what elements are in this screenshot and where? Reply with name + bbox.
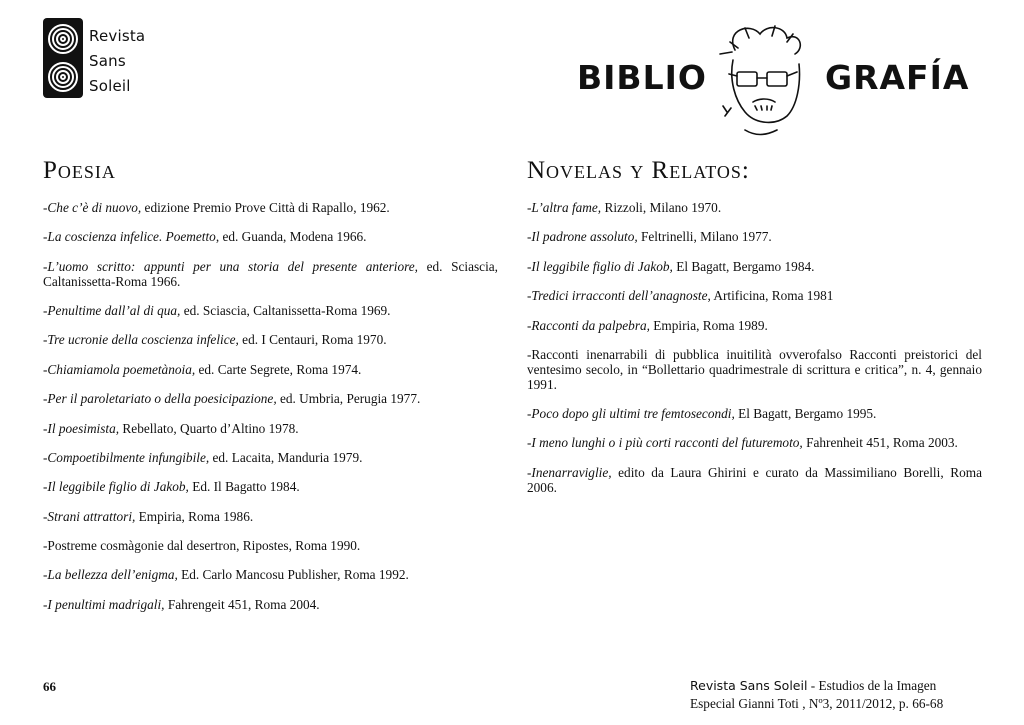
entry-title: -Inenarraviglie, xyxy=(527,464,612,480)
page-number: 66 xyxy=(43,679,56,694)
logo-line: Sans xyxy=(89,52,126,70)
bibliography-entry xyxy=(527,201,982,216)
bibliography-entry xyxy=(527,348,982,392)
entry-details: , ed. Guanda, Modena 1966. xyxy=(215,229,367,245)
logo-line: Soleil xyxy=(89,77,131,95)
bibliography-entry xyxy=(43,201,498,216)
spiral-logo-icon xyxy=(43,18,83,98)
entry-title: -I meno lunghi o i più corti racconti del futuremoto, xyxy=(527,435,803,451)
entry-title: -L’altra fame, xyxy=(527,200,602,215)
bibliography-banner xyxy=(575,18,985,143)
banner-word-right: GRAFÍA xyxy=(825,58,970,97)
magazine-logo xyxy=(43,18,163,100)
entry-details: edito da Laura Ghirini e curato da Massimiliano Borelli, Roma 2006. xyxy=(527,464,982,495)
bibliography-entry xyxy=(527,319,982,334)
novels-column xyxy=(527,155,982,510)
novels-list xyxy=(527,201,982,495)
entry-title: -Il padrone assoluto, xyxy=(527,229,638,245)
entry-title: -Racconti da palpebra, xyxy=(527,317,650,333)
entry-title: -Poco dopo gli ultimi tre femtosecondi, xyxy=(527,405,735,421)
bibliography-entry xyxy=(43,480,498,495)
entry-details: ed. Carte Segrete, Roma 1974. xyxy=(195,361,362,377)
banner-word-left: BIBLIO xyxy=(577,58,707,97)
citation-footer xyxy=(690,677,943,713)
entry-details: Rebellato, Quarto d’Altino 1978. xyxy=(119,420,299,436)
section-heading: Poesia xyxy=(43,157,116,184)
entry-title: -Che c’è di nuovo, xyxy=(43,200,142,215)
bibliography-entry xyxy=(43,260,498,290)
entry-details: Empiria, Roma 1989. xyxy=(649,317,768,333)
entry-details: ed. Umbria, Perugia 1977. xyxy=(276,391,421,407)
bibliography-entry xyxy=(43,510,498,525)
bibliography-entry xyxy=(527,466,982,496)
bibliography-entry xyxy=(43,568,498,583)
entry-details: , Artificina, Roma 1981 xyxy=(707,288,834,304)
entry-details: Empiria, Roma 1986. xyxy=(135,508,254,524)
entry-title: -L’uomo scritto: appunti per una storia del presente anteriore, xyxy=(43,258,419,274)
entry-details: -Postreme cosmàgonie dal desertron, Ripostes, Roma 1990. xyxy=(43,538,361,554)
bibliography-entry xyxy=(43,304,498,319)
bibliography-entry xyxy=(43,333,498,348)
citation-line xyxy=(690,677,943,695)
bibliography-entry xyxy=(43,451,498,466)
bibliography-entry xyxy=(527,260,982,275)
bibliography-entry xyxy=(43,363,498,378)
entry-details: -Racconti inenarrabili di pubblica inuitilità ovverofalso Racconti preistorici del ventesimo secolo, in “Bollettario quadrimestrale di scrittura e critica”, n. 4, gennaio 1991. xyxy=(527,346,982,392)
entry-title: -Il poesimista, xyxy=(43,420,120,436)
bibliography-entry xyxy=(43,598,498,613)
logo-wordmark xyxy=(89,24,145,99)
entry-title: -Chiamiamola poemetànoia, xyxy=(43,361,196,377)
logo-line: Revista xyxy=(89,27,146,45)
bibliography-entry xyxy=(527,407,982,422)
poetry-list xyxy=(43,201,498,613)
entry-details: ed. Sciascia, Caltanissetta-Roma 1966. xyxy=(43,258,498,289)
poetry-column xyxy=(43,155,498,627)
entry-title: -Strani attrattori, xyxy=(43,508,136,524)
entry-details: ed. I Centauri, Roma 1970. xyxy=(238,332,387,348)
bibliography-entry xyxy=(527,230,982,245)
entry-title: -Il leggibile figlio di Jakob, xyxy=(43,479,189,495)
entry-title: -Tredici irracconti dell’anagnoste xyxy=(527,288,708,304)
entry-title: -La bellezza dell’enigma, xyxy=(43,567,178,583)
entry-title: -Tre ucronie della coscienza infelice, xyxy=(43,332,239,348)
bibliography-entry xyxy=(43,230,498,245)
entry-details: Ed. Carlo Mancosu Publisher, Roma 1992. xyxy=(177,567,409,583)
entry-title: -Compoetibilmente infungibile, xyxy=(43,449,210,465)
bibliography-entry xyxy=(527,436,982,451)
entry-details: ed. Lacaita, Manduria 1979. xyxy=(209,449,363,465)
entry-details: ed. Sciascia, Caltanissetta-Roma 1969. xyxy=(180,302,391,318)
entry-title: -Penultime dall’al di qua, xyxy=(43,302,181,318)
footer-brand: Revista Sans Soleil xyxy=(690,678,808,693)
entry-details: El Bagatt, Bergamo 1995. xyxy=(734,405,877,421)
bibliography-entry xyxy=(527,289,982,304)
portrait-sketch-icon xyxy=(705,20,820,140)
entry-details: Rizzoli, Milano 1970. xyxy=(601,200,722,215)
entry-title: -La coscienza infelice. Poemetto xyxy=(43,229,216,245)
entry-details: Fahrenheit 451, Roma 2003. xyxy=(802,435,958,451)
section-heading: Novelas y Relatos: xyxy=(527,157,750,184)
entry-details: Fahrengeit 451, Roma 2004. xyxy=(164,596,320,612)
entry-details: Ed. Il Bagatto 1984. xyxy=(188,479,300,495)
bibliography-entry xyxy=(43,422,498,437)
bibliography-entry xyxy=(43,539,498,554)
entry-title: -Per il paroletariato o della poesicipazione, xyxy=(43,391,277,407)
entry-details: El Bagatt, Bergamo 1984. xyxy=(672,258,815,274)
entry-title: -I penultimi madrigali, xyxy=(43,596,165,612)
entry-details: edizione Premio Prove Città di Rapallo, 1962. xyxy=(141,200,390,215)
citation-line: Especial Gianni Toti , Nº3, 2011/2012, p. 66-68 xyxy=(690,696,944,711)
entry-details: Feltrinelli, Milano 1977. xyxy=(637,229,772,245)
footer-subtitle: - Estudios de la Imagen xyxy=(807,678,937,693)
entry-title: -Il leggibile figlio di Jakob, xyxy=(527,258,673,274)
bibliography-entry xyxy=(43,392,498,407)
